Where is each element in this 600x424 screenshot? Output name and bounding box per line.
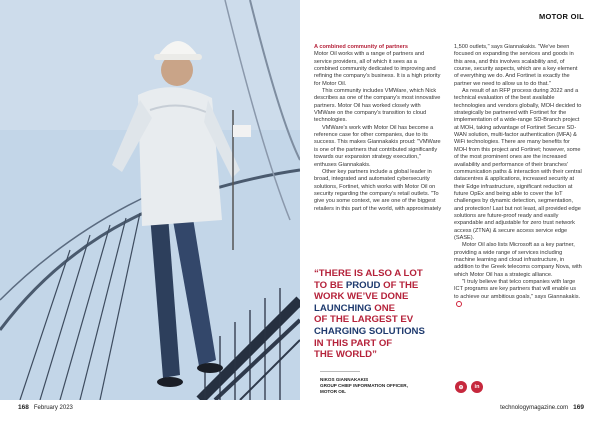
- paragraph: VMWare's work with Motor Oil has become a reference case for other companies, due to its success. This makes Giannakakis proud: "VMWare is one of the partners that contributed significantly towards our expansion strategy execution," enthuses Giannakakis.: [314, 124, 441, 168]
- paragraph: Motor Oil also lists Microsoft as a key partner, providing a wide range of services including machine learning and cloud infrastructure, in addition to the Greek telecoms company Nova, with which Motor Oil has a strategic alliance.: [454, 242, 582, 278]
- pull-quote-divider: [320, 371, 360, 372]
- paragraph: As result of an RFP process during 2022 and a technical evaluation of the best available technologies and vendors globally, MOH decided to strategically be partnered with Fortinet for the implementation of a wide-range SD-Branch project at MOH, taking advantage of Fortinet Secure SD-WAN solution, multi-factor authentication (MFA) & WiFi technologies. There are many benefits for MOH from this project and Fortinet; however, some of the most prominent ones are the increased availability and performance of their branches' communication paths & interaction with their central datacentres & applications, increased security at their Edge infrastructure, significant reduction at future OpEx and being able to cover the IoT challenges by dynamic detection, segmentation, and protection! Last but not least, all provided edge solutions are future-proof ready and easily expandable and adjustable for zero trust network access (ZTNA) & secure access service edge (SASE).: [454, 88, 582, 241]
- article-subhead: A combined community of partners: [314, 44, 408, 50]
- paragraph-final-text: "I truly believe that telco companies with large ICT programs are key partners that will enable us to achieve our ambitious goals," says Giannakakis.: [454, 279, 581, 300]
- pull-quote-line: LAUNCHING ONE: [314, 302, 396, 314]
- folio-left: [18, 404, 73, 411]
- page-number-right: 169: [573, 404, 584, 411]
- pull-quote-line: CHARGING SOLUTIONS: [314, 325, 425, 337]
- attribution-name: NIKOS GIANNAKAKIS: [320, 377, 369, 382]
- end-of-article-icon: [456, 301, 462, 307]
- site-url[interactable]: technologymagazine.com: [500, 405, 569, 411]
- issue-date: February 2023: [33, 405, 73, 411]
- pull-quote-line: IN THIS PART OF: [314, 337, 393, 349]
- paragraph: This community includes VMWare, which Nick describes as one of the company's most innovative partners. Motor Oil has worked closely with VMWare on the company's transition to cloud technologies.: [314, 88, 441, 124]
- paragraph: Motor Oil works with a range of partners and service providers, all of which it sees as a combined community dedicated to improving and refining the company's business. It is a high priority for Motor Oil.: [314, 51, 441, 87]
- pull-quote-line: TO BE PROUD OF THE: [314, 279, 419, 291]
- paragraph: Other key partners include a global leader in broad, integrated and automated cybersecurity solutions, Fortinet, which works with Motor Oil on security regarding the company's retail outlets. "To give you some context, we are one of the biggest retailers in this part of the world, with approximately: [314, 168, 442, 212]
- attribution-title: GROUP CHIEF INFORMATION OFFICER,: [320, 382, 408, 388]
- pull-quote-line: “THERE IS ALSO A LOT: [314, 268, 423, 279]
- pull-quote-attribution: [320, 377, 408, 394]
- folio-right: [500, 404, 584, 411]
- section-label: MOTOR OIL: [538, 12, 584, 21]
- page-number-left: 168: [18, 404, 29, 411]
- paragraph-final: [454, 279, 582, 309]
- photo-engineer-on-bridge-icon: [0, 0, 300, 400]
- article-column-1: [314, 44, 442, 213]
- article-column-2: [454, 44, 582, 309]
- bridge-photo-illustration: [0, 0, 300, 400]
- linkedin-icon[interactable]: in: [471, 381, 483, 393]
- pull-quote-highlight: PROUD: [345, 279, 381, 291]
- paragraph: 1,500 outlets," says Giannakakis. "We've been focused on expanding the services and goods in this area, and this involves scalability and, of course, security aspects, which are a key element of everything we do. And Fortinet is exactly the partner we need to allow us to do that.": [454, 44, 578, 87]
- globe-icon[interactable]: ⊕: [455, 381, 467, 393]
- pull-quote-line: WORK WE’VE DONE: [314, 291, 409, 303]
- pull-quote-line: OF THE LARGEST EV: [314, 314, 414, 326]
- pull-quote-line: THE WORLD”: [314, 349, 377, 361]
- pull-quote: [314, 268, 452, 361]
- attribution-company: MOTOR OIL: [320, 388, 346, 394]
- pull-quote-highlight: LAUNCHING: [314, 302, 372, 314]
